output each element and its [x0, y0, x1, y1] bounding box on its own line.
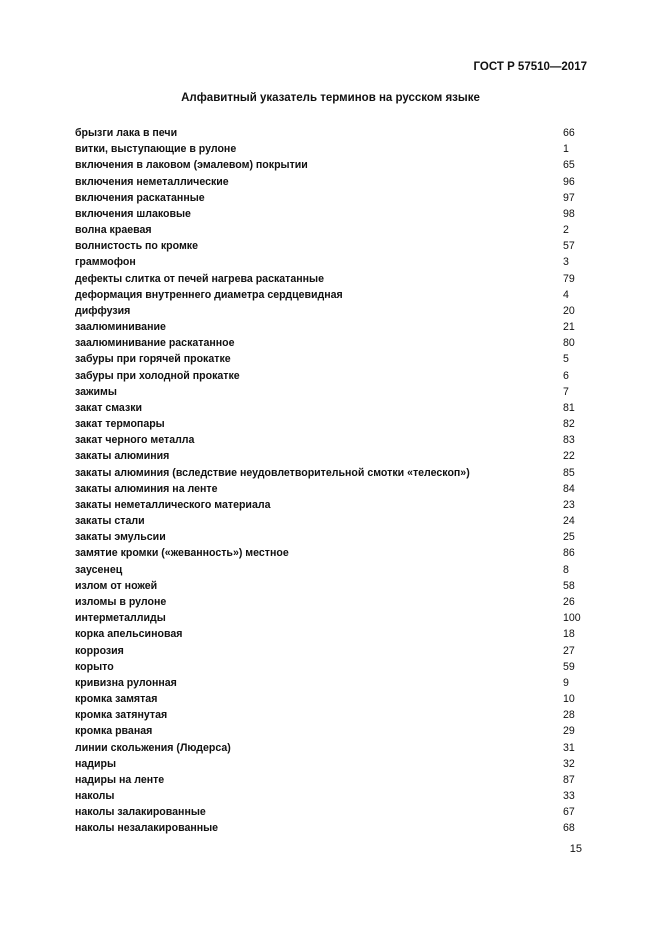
- index-term-number: 7: [563, 385, 569, 398]
- index-entry: [75, 643, 605, 659]
- index-term-number: 65: [563, 159, 575, 172]
- index-entry: [75, 529, 605, 545]
- index-entry: [75, 368, 605, 384]
- index-entry: [75, 756, 605, 772]
- index-term: диффузия: [75, 304, 131, 317]
- index-term-number: 96: [563, 175, 575, 188]
- index-entry: [75, 125, 605, 141]
- index-term: волнистость по кромке: [75, 240, 198, 253]
- index-entry: [75, 448, 605, 464]
- index-entry: [75, 222, 605, 238]
- index-term: интерметаллиды: [75, 612, 166, 625]
- index-term-number: 2: [563, 224, 569, 237]
- index-term-number: 23: [563, 498, 575, 511]
- index-term: надиры: [75, 757, 117, 770]
- index-term: включения неметаллические: [75, 175, 229, 188]
- index-entry: [75, 545, 605, 561]
- index-term: граммофон: [75, 256, 136, 269]
- index-term-number: 83: [563, 434, 575, 447]
- index-term-number: 29: [563, 725, 575, 738]
- index-term: забуры при холодной прокатке: [75, 369, 240, 382]
- index-entry: [75, 723, 605, 739]
- index-term-number: 25: [563, 531, 575, 544]
- index-term-number: 20: [563, 304, 575, 317]
- index-entry: [75, 416, 605, 432]
- index-entry: [75, 157, 605, 173]
- index-entry: [75, 190, 605, 206]
- index-term: зажимы: [75, 385, 117, 398]
- index-entry: [75, 206, 605, 222]
- index-term: кромка замятая: [75, 693, 158, 706]
- index-term-number: 1: [563, 143, 569, 156]
- index-term-number: 80: [563, 337, 575, 350]
- index-term: закаты стали: [75, 515, 145, 528]
- index-term-number: 66: [563, 127, 575, 139]
- index-term-number: 3: [563, 256, 569, 269]
- index-term: кромка затянутая: [75, 709, 168, 722]
- index-term-number: 82: [563, 418, 575, 431]
- index-entry: [75, 335, 605, 351]
- index-term-number: 9: [563, 676, 569, 689]
- index-entry: [75, 287, 605, 303]
- index-term-number: 67: [563, 806, 575, 819]
- index-term: включения шлаковые: [75, 207, 191, 220]
- index-entry: [75, 319, 605, 335]
- index-term: закаты эмульсии: [75, 531, 166, 544]
- index-entry: [75, 626, 605, 642]
- index-term: закаты алюминия на ленте: [75, 482, 218, 495]
- index-entry: [75, 271, 605, 287]
- index-entry: [75, 174, 605, 190]
- index-entry: [75, 141, 605, 157]
- index-term: наколы залакированные: [75, 806, 206, 819]
- index-term-number: 26: [563, 595, 575, 608]
- index-term: закаты неметаллического материала: [75, 498, 271, 511]
- index-entry: [75, 513, 605, 529]
- index-entry: [75, 691, 605, 707]
- index-term-number: 57: [563, 240, 575, 253]
- index-term-number: 85: [563, 466, 575, 479]
- index-term: закаты алюминия (вследствие неудовлетворительной смотки «телескоп»): [75, 466, 470, 479]
- index-term: включения в лаковом (эмалевом) покрытии: [75, 159, 308, 172]
- index-term: кривизна рулонная: [75, 676, 177, 689]
- index-entry: [75, 497, 605, 513]
- index-term-number: 21: [563, 321, 575, 334]
- index-term: кромка рваная: [75, 725, 153, 738]
- index-term-number: 79: [563, 272, 575, 285]
- index-term: закат черного металла: [75, 434, 195, 447]
- index-term-number: 32: [563, 757, 575, 770]
- index-entry: [75, 594, 605, 610]
- index-entry: [75, 610, 605, 626]
- index-entry: [75, 481, 605, 497]
- index-term: дефекты слитка от печей нагрева раскатанные: [75, 272, 324, 285]
- index-entry: [75, 707, 605, 723]
- index-entry: [75, 788, 605, 804]
- index-term-number: 8: [563, 563, 569, 576]
- index-entry: [75, 820, 605, 836]
- index-term: заусенец: [75, 563, 123, 576]
- index-term-number: 22: [563, 450, 575, 463]
- index-entry: [75, 804, 605, 820]
- index-term: наколы незалакированные: [75, 822, 219, 835]
- index-entry: [75, 465, 605, 481]
- index-term-number: 98: [563, 207, 575, 220]
- index-term: закаты алюминия: [75, 450, 170, 463]
- index-entry: [75, 675, 605, 691]
- index-term: закат термопары: [75, 418, 165, 431]
- index-term: брызги лака в печи: [75, 127, 178, 139]
- document-standard-id: ГОСТ Р 57510—2017: [473, 61, 587, 73]
- index-term-number: 10: [563, 693, 575, 706]
- index-term-number: 33: [563, 790, 575, 803]
- index-term: деформация внутреннего диаметра сердцевидная: [75, 288, 343, 301]
- index-entry: [75, 562, 605, 578]
- index-entry: [75, 351, 605, 367]
- index-term-number: 68: [563, 822, 575, 835]
- index-entry: [75, 254, 605, 270]
- index-term: коррозия: [75, 644, 124, 657]
- index-entry: [75, 432, 605, 448]
- index-entry: [75, 772, 605, 788]
- index-term-number: 24: [563, 515, 575, 528]
- index-term-number: 27: [563, 644, 575, 657]
- index-term: надиры на ленте: [75, 773, 165, 786]
- index-title: Алфавитный указатель терминов на русском языке: [181, 92, 480, 104]
- index-term-number: 5: [563, 353, 569, 366]
- index-term: корка апельсиновая: [75, 628, 183, 641]
- index-term-number: 28: [563, 709, 575, 722]
- index-term-number: 84: [563, 482, 575, 495]
- index-term: наколы: [75, 790, 115, 803]
- index-term: закат смазки: [75, 401, 143, 414]
- index-entry: [75, 400, 605, 416]
- index-term-number: 58: [563, 579, 575, 592]
- index-term-number: 59: [563, 660, 575, 673]
- index-entry: [75, 659, 605, 675]
- index-term: излом от ножей: [75, 579, 158, 592]
- index-term-number: 31: [563, 741, 575, 754]
- index-term: заалюминивание: [75, 321, 166, 334]
- index-entry: [75, 578, 605, 594]
- index-term-number: 87: [563, 773, 575, 786]
- page-number: 15: [569, 843, 582, 855]
- index-entry: [75, 740, 605, 756]
- index-term-number: 81: [563, 401, 575, 414]
- index-entry: [75, 303, 605, 319]
- index-term: волна краевая: [75, 224, 152, 237]
- index-term: линии скольжения (Людерса): [75, 741, 231, 754]
- index-entry: [75, 238, 605, 254]
- index-term-number: 18: [563, 628, 575, 641]
- term-index-list: [75, 125, 605, 837]
- index-term-number: 86: [563, 547, 575, 560]
- index-term: витки, выступающие в рулоне: [75, 143, 237, 156]
- index-term: замятие кромки («жеванность») местное: [75, 547, 289, 560]
- index-term-number: 6: [563, 369, 569, 382]
- index-term: включения раскатанные: [75, 191, 205, 204]
- index-term: корыто: [75, 660, 114, 673]
- index-term-number: 97: [563, 191, 575, 204]
- index-term: забуры при горячей прокатке: [75, 353, 231, 366]
- index-term-number: 4: [563, 288, 569, 301]
- index-term: изломы в рулоне: [75, 595, 167, 608]
- index-term-number: 100: [563, 612, 581, 625]
- index-term: заалюминивание раскатанное: [75, 337, 235, 350]
- index-entry: [75, 384, 605, 400]
